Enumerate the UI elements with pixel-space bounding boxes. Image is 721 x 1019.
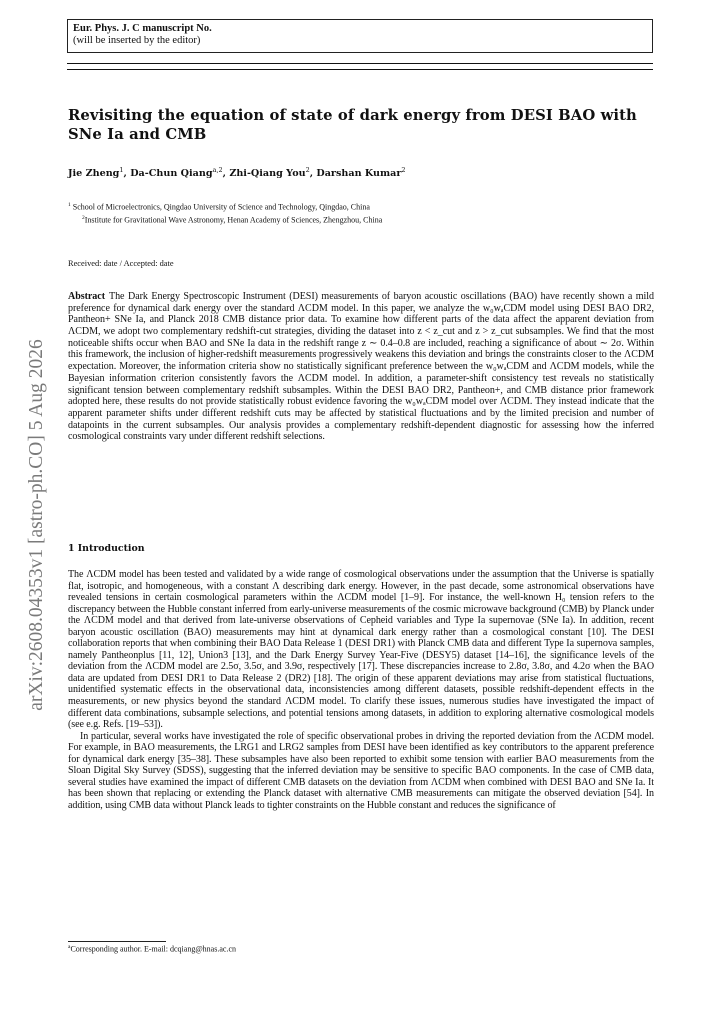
author-name: Da-Chun Qiang bbox=[130, 168, 213, 180]
arxiv-identifier bbox=[12, 225, 62, 825]
affiliation-mark: 1 bbox=[68, 202, 71, 208]
section-heading: 1 Introduction bbox=[68, 543, 145, 554]
received-date: Received: date / Accepted: date bbox=[68, 259, 174, 268]
author-list: Jie Zheng$^1$, Da-Chun Qiang$^{a,2}$, Zhi-Qiang You$^2$, Darshan Kumar$^2$ bbox=[68, 166, 406, 180]
author-name: Jie Zheng bbox=[68, 168, 120, 180]
affiliation-line bbox=[68, 213, 628, 226]
author-affiliation-mark: a,2 bbox=[212, 166, 223, 174]
header-rule-thin bbox=[67, 69, 653, 70]
footnote-text: Corresponding author. E-mail: dcqiang@hnas.ac.cn bbox=[70, 944, 236, 954]
journal-name: Eur. Phys. J. C manuscript No. bbox=[73, 23, 212, 34]
body-paragraph: The ΛCDM model has been tested and validated by a wide range of cosmological observations under the assumption that the Universe is spatially flat, isotropic, and homogeneous, with a constant Λ describing dark energy. However, in the past decade, some astronomical observations have revealed tensions in certain cosmological parameters within the ΛCDM model [1–9]. For instance, the well-known H₀ tension refers to the discrepancy between the Hubble constant inferred from early-universe measurements of the cosmic microwave background (CMB) by Planck under the ΛCDM model and that derived from late-universe observations of Cepheid variables and Type Ia supernovae (SNe Ia). In addition, recent baryon acoustic oscillation (BAO) measurements may hint at dynamical dark energy rather than a cosmological constant [10]. The DESI collaboration reports that when combining their BAO Data Release 1 (DESI DR1) with Planck CMB data and different Type Ia supernova samples, namely Pantheonplus [11, 12], Union3 [13], and the Dark Energy Survey Year-Five (DESY5) dataset [14–16], the significance levels of the deviation from the ΛCDM model are 2.5σ, 3.5σ, and 3.9σ, respectively [17]. These discrepancies increase to 2.8σ, 3.8σ, and 4.2σ when the BAO data are updated from DESI DR1 to Data Release 2 (DR2) [18]. The origin of these apparent deviations may arise from statistical fluctuations, unidentified systematic effects in the observational data, inconsistencies among different datasets, possible redshift-dependent effects in the measurements, or new physics beyond the standard ΛCDM model. To clarify these issues, numerous studies have investigated the impact of different data combinations, subsample selections, and potential tensions among datasets, in addition to exploring alternative cosmological models (see e.g. Refs. [19–53]). bbox=[68, 569, 654, 731]
arxiv-identifier-text: arXiv:2608.04353v1 [astro-ph.CO] 5 Aug 2026 bbox=[26, 339, 47, 711]
abstract bbox=[68, 291, 654, 443]
author-affiliation-mark: 2 bbox=[401, 166, 406, 174]
affiliation-text: School of Microelectronics, Qingdao University of Science and Technology, Qingdao, China bbox=[72, 202, 370, 212]
abstract-heading: Abstract bbox=[68, 291, 105, 302]
footnote bbox=[68, 944, 236, 954]
affiliations bbox=[68, 200, 628, 226]
affiliation-mark: 2 bbox=[82, 215, 85, 222]
journal-note: (will be inserted by the editor) bbox=[73, 35, 201, 46]
author-name: Darshan Kumar bbox=[316, 168, 402, 180]
journal-header-box bbox=[67, 19, 653, 53]
author-name: Zhi-Qiang You bbox=[229, 168, 306, 180]
abstract-text: The Dark Energy Spectroscopic Instrument (DESI) measurements of baryon acoustic oscillations (BAO) have recently shown a mild preference for dynamical dark energy over the standard ΛCDM model. In this paper, we analyze the w₀wₐCDM model using DESI BAO DR2, Pantheon+ SNe Ia, and Planck 2018 CMB distance prior data. To examine how different parts of the data affect the apparent deviation from ΛCDM, we adopt two complementary redshift-cut strategies, dividing the dataset into z < z_cut and z > z_cut subsamples. We find that the most noticeable shifts occur when BAO and SNe Ia data in the redshift range z ∼ 0.4–0.8 are included, reaching a significance of about ∼ 2σ. Within this framework, the inclusion of higher-redshift measurements progressively weakens this deviation and brings the constraints closer to the ΛCDM expectation. Moreover, the information criteria show no statistically significant preference between the w₀wₐCDM and ΛCDM models, while the Bayesian information criterion consistently favors the ΛCDM model. In addition, a parameter-shift consistency test reveals no statistically significant tension between complementary redshift subsamples. Within the DESI BAO DR2, Pantheon+, and CMB distance prior framework adopted here, these results do not provide statistically robust evidence favoring the w₀wₐCDM model over ΛCDM. They instead indicate that the apparent parameter shifts under different redshift cuts may be affected by statistical fluctuations and by the limited precision and number of datapoints in the current subsamples. Our analysis provides a complementary redshift-dependent diagnostic for assessing how the inferred cosmological constraints vary under different redshift selections. bbox=[68, 291, 654, 443]
body-paragraph: In particular, several works have investigated the role of specific observational probes in driving the reported deviation from the ΛCDM model. For example, in BAO measurements, the LRG1 and LRG2 samples from DESI have been identified as key contributors to the apparent preference for dynamical dark energy [35–38]. These subsamples have also been reported to exhibit some tension with earlier BAO measurements from the Sloan Digital Sky Survey (SDSS), suggesting that the inferred deviation may be sensitive to specific BAO components. In the case of CMB data, several studies have examined the impact of different CMB datasets on the deviation from ΛCDM when combined with DESI BAO and SNe Ia. It has been shown that replacing or extending the Planck dataset with alternative CMB measurements can mitigate the observed deviation [54]. In addition, using CMB data without Planck leads to tighter constraints on the Hubble constant and reduces the significance of bbox=[68, 730, 654, 811]
section-body bbox=[68, 569, 654, 811]
footnote-mark: a bbox=[68, 944, 71, 950]
author-affiliation-mark: 1 bbox=[119, 166, 124, 174]
paper-title: Revisiting the equation of state of dark energy from DESI BAO with SNe Ia and CMB bbox=[68, 107, 637, 143]
affiliation-text: Institute for Gravitational Wave Astronomy, Henan Academy of Sciences, Zhengzhou, China bbox=[84, 215, 383, 225]
author-affiliation-mark: 2 bbox=[305, 166, 310, 174]
header-rule-thick bbox=[67, 63, 653, 64]
affiliation-line bbox=[68, 200, 628, 213]
footnote-rule bbox=[68, 941, 166, 942]
